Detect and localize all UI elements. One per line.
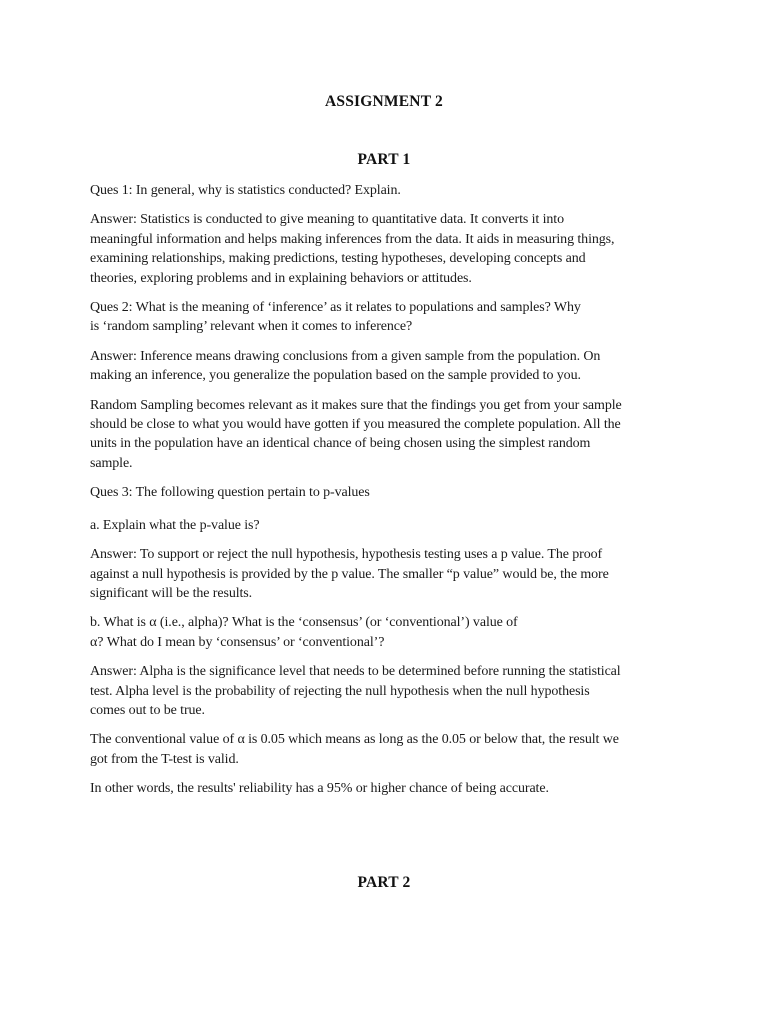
text-line: is ‘random sampling’ relevant when it comes to inference? — [90, 319, 413, 335]
text-line: Random Sampling becomes relevant as it makes sure that the findings you get from your sample — [90, 397, 622, 413]
part-1-heading: PART 1 — [357, 151, 411, 168]
text-line: In other words, the results' reliability has a 95% or higher chance of being accurate. — [90, 781, 549, 797]
question-1 — [90, 181, 690, 200]
question-3a — [90, 516, 690, 535]
text-line: Ques 3: The following question pertain to p-values — [90, 485, 370, 501]
text-line: against a null hypothesis is provided by the p value. The smaller “p value” would be, the more — [90, 566, 609, 582]
text-line: meaningful information and helps making inferences from the data. It aids in measuring things, — [90, 231, 615, 247]
text-line: Answer: To support or reject the null hypothesis, hypothesis testing uses a p value. The proof — [90, 547, 603, 563]
question-3b — [90, 613, 690, 652]
text-line: comes out to be true. — [90, 702, 205, 718]
text-line: theories, exploring problems and in explaining behaviors or attitudes. — [90, 270, 472, 286]
text-line: Answer: Alpha is the significance level that needs to be determined before running the statistical — [90, 664, 621, 680]
text-line: b. What is α (i.e., alpha)? What is the ‘consensus’ (or ‘conventional’) value of — [90, 615, 518, 631]
answer-3b-conventional — [90, 730, 690, 769]
answer-2a — [90, 347, 690, 386]
question-3 — [90, 483, 690, 502]
text-line: got from the T-test is valid. — [90, 751, 239, 767]
document-body — [90, 181, 690, 809]
answer-2b — [90, 396, 690, 474]
text-line: units in the population have an identical chance of being chosen using the simplest random — [90, 436, 591, 452]
text-line: test. Alpha level is the probability of rejecting the null hypothesis when the null hypothesis — [90, 683, 590, 699]
text-line: should be close to what you would have gotten if you measured the complete population. All the — [90, 417, 621, 433]
text-line: Answer: Inference means drawing conclusions from a given sample from the population. On — [90, 348, 601, 364]
question-2 — [90, 298, 690, 337]
text-line: a. Explain what the p-value is? — [90, 517, 260, 533]
text-line: examining relationships, making predictions, testing hypotheses, developing concepts and — [90, 251, 586, 267]
document-title: ASSIGNMENT 2 — [325, 93, 443, 110]
text-line: Ques 2: What is the meaning of ‘inference’ as it relates to populations and samples? Why — [90, 300, 581, 316]
answer-1 — [90, 210, 690, 288]
text-line: significant will be the results. — [90, 585, 253, 601]
text-line: α? What do I mean by ‘consensus’ or ‘conventional’? — [90, 634, 385, 650]
text-line: Answer: Statistics is conducted to give meaning to quantitative data. It converts it into — [90, 212, 564, 228]
part-2-heading: PART 2 — [357, 874, 411, 891]
text-line: sample. — [90, 455, 133, 471]
text-line: making an inference, you generalize the population based on the sample provided to you. — [90, 368, 581, 384]
answer-3a — [90, 545, 690, 603]
answer-3b-reliability — [90, 779, 690, 798]
text-line: Ques 1: In general, why is statistics conducted? Explain. — [90, 183, 401, 198]
text-line: The conventional value of α is 0.05 which means as long as the 0.05 or below that, the result we — [90, 732, 619, 748]
answer-3b — [90, 662, 690, 720]
